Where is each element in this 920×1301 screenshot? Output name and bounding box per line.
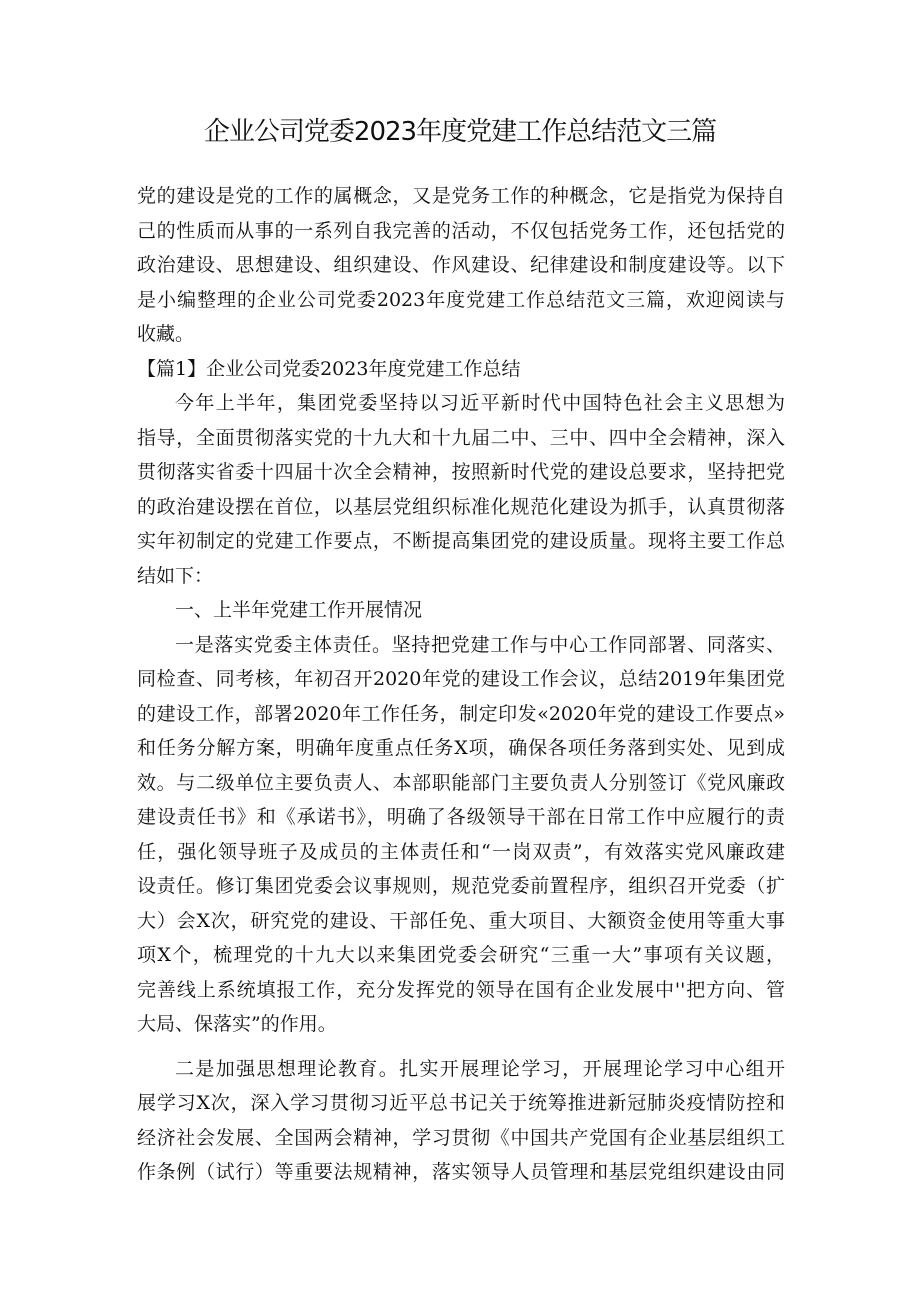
text-line: 大）会X次，研究党的建设、干部任免、重大项目、大额资金使用等重大事: [137, 909, 785, 932]
text-line: 一是落实党委主体责任。坚持把党建工作与中心工作同部署、同落实、: [175, 633, 785, 656]
text-line: 今年上半年，集团党委坚持以习近平新时代中国特色社会主义思想为: [175, 392, 785, 414]
text-line: 效。与二级单位主要负责人、本部职能部门主要负责人分别签订《党风廉政: [137, 771, 785, 794]
text-line: 建设责任书》和《承诺书》，明确了各级领导干部在日常工作中应履行的责: [137, 806, 785, 828]
text-line: 贯彻落实省委十四届十次全会精神，按照新时代党的建设总要求，坚持把党: [137, 461, 785, 483]
text-line: 展学习X次，深入学习贯彻习近平总书记关于统筹推进新冠肺炎疫情防控和: [137, 1092, 785, 1114]
text-line: 【篇1】企业公司党委2023年度党建工作总结: [137, 357, 521, 380]
text-line: 和任务分解方案，明确年度重点任务X项，确保各项任务落到实处、见到成: [137, 737, 785, 759]
text-line: 是小编整理的企业公司党委2023年度党建工作总结范文三篇，欢迎阅读与: [137, 288, 785, 311]
text-line: 大局、保落实”的作用。: [137, 1013, 337, 1035]
text-line: 结如下：: [137, 564, 214, 587]
text-line: 政治建设、思想建设、组织建设、作风建设、纪律建设和制度建设等。以下: [137, 254, 785, 276]
text-line: 党的建设是党的工作的属概念，又是党务工作的种概念，它是指党为保持自: [137, 185, 785, 207]
text-line: 作条例（试行）等重要法规精神，落实领导人员管理和基层党组织建设由同: [137, 1161, 785, 1183]
text-line: 任，强化领导班子及成员的主体责任和“一岗双责”，有效落实党风廉政建: [137, 840, 785, 863]
text-line: 的政治建设摆在首位，以基层党组织标准化规范化建设为抓手，认真贯彻落: [137, 495, 785, 518]
text-line: 完善线上系统填报工作，充分发挥党的领导在国有企业发展中''把方向、管: [137, 978, 785, 1001]
text-line: 同检查、同考核，年初召开2020年党的建设工作会议，总结2019年集团党: [137, 668, 785, 690]
text-line: 项X个，梳理党的十九大以来集团党委会研究“三重一大”事项有关议题，: [137, 944, 785, 966]
text-line: 实年初制定的党建工作要点，不断提高集团党的建设质量。现将主要工作总: [137, 530, 785, 552]
text-line: 二是加强思想理论教育。扎实开展理论学习，开展理论学习中心组开: [175, 1057, 785, 1080]
text-line: 的建设工作，部署2020年工作任务，制定印发«2020年党的建设工作要点»: [137, 702, 785, 725]
text-line: 己的性质而从事的一系列自我完善的活动，不仅包括党务工作，还包括党的: [137, 219, 785, 242]
text-line: 收藏。: [137, 323, 195, 345]
text-line: 指导，全面贯彻落实党的十九大和十九届二中、三中、四中全会精神，深入: [137, 426, 785, 449]
text-line: 设责任。修订集团党委会议事规则，规范党委前置程序，组织召开党委（扩: [137, 875, 785, 897]
text-line: 经济社会发展、全国两会精神，学习贯彻《中国共产党国有企业基层组织工: [137, 1126, 785, 1149]
text-line: 一、上半年党建工作开展情况: [175, 599, 423, 621]
document-title: 企业公司党委2023年度党建工作总结范文三篇: [203, 117, 717, 147]
document-body: [137, 179, 785, 1190]
